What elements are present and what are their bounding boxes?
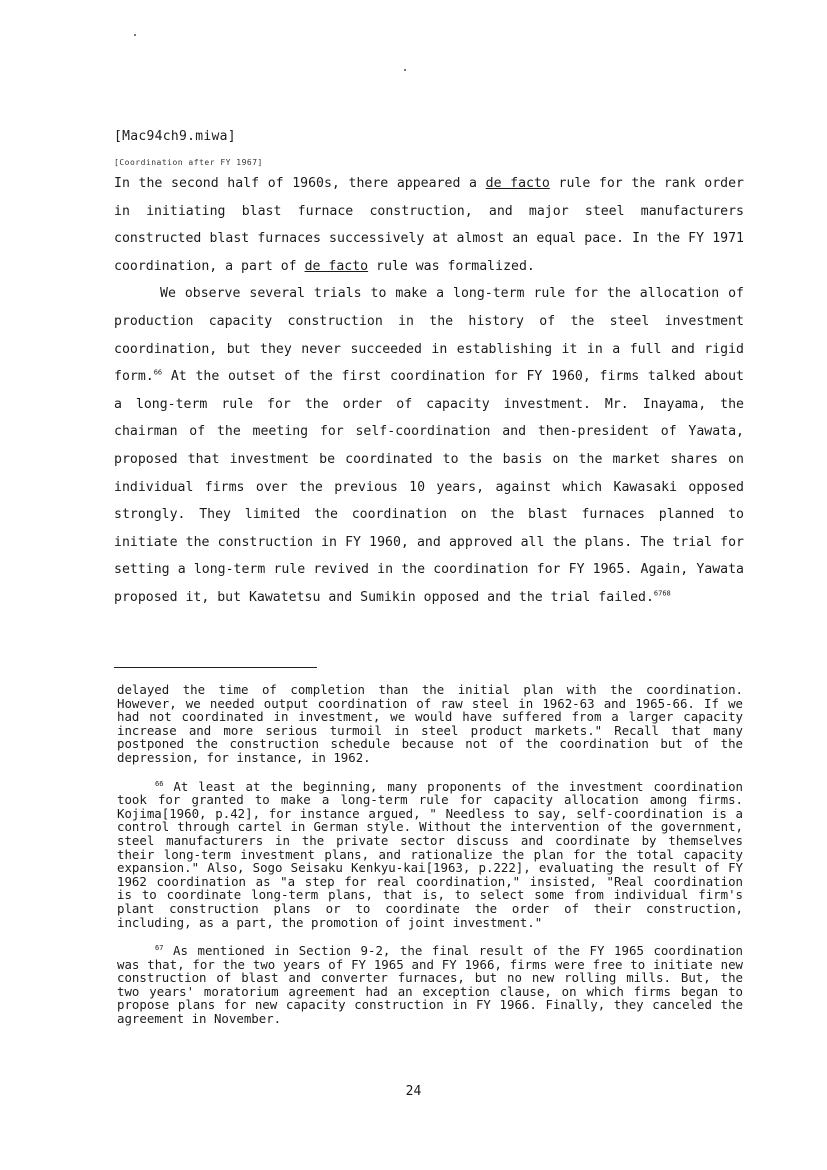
paragraph-1	[114, 170, 744, 280]
footnote-66	[117, 780, 743, 930]
footnote-marker: 67	[155, 943, 164, 952]
text-run: rule was formalized.	[368, 258, 535, 274]
footnote-continuation: delayed the time of completion than the initial plan with the coordination. However, we needed output coordination of raw steel in 1962-63 and 1965-66. If we had not coordinated in investment, we would have suffered from a larger capacity increase and more serious turmoil in steel product markets." Recall that many postponed the construction schedule because not of the coordination but of the depression, for instance, in 1962.	[117, 682, 743, 765]
emphasis-de-facto: de facto	[304, 258, 369, 274]
scan-speck	[134, 34, 136, 36]
scan-speck	[404, 69, 406, 71]
footnote-text: At least at the beginning, many proponents of the investment coordination took for granted to make a long-term rule for capacity allocation among firms. Kojima[1960, p.42], for instance argued, " Needless to say, self-coordination is a control through cartel in German style. Without the intervention of the government, steel manufacturers in the private sector discuss and coordinate by themselves their long-term investment plans, and rationalize the plan for the total capacity expansion." Also, Sogo Seisaku Kenkyu-kai[1963, p.222], evaluating the result of FY 1962 coordination as "a step for real coordination," insisted, "Real coordination is to coordinate long-term plans, that is, to select some from individual firm's plant construction plans or to coordinate the order of their construction, including, as a part, the promotion of joint investment."	[117, 778, 743, 930]
footnote-marker: 66	[155, 779, 164, 788]
file-identifier: [Mac94ch9.miwa]	[114, 129, 236, 144]
text-run: rule for the rank order in initiating blast furnace construction, and major steel manufacturers constructed blast furnaces successively at almost an equal pace. In the FY 1971 coordination, a part of	[114, 176, 744, 274]
main-body-text	[114, 170, 744, 612]
section-tag: [Coordination after FY 1967]	[114, 158, 263, 167]
emphasis-de-facto: de facto	[485, 176, 550, 191]
footnote-reference: 66	[153, 368, 163, 377]
footnotes	[117, 683, 743, 1041]
footnote-divider	[114, 667, 317, 668]
page-number: 24	[405, 1084, 422, 1099]
text-run: At the outset of the first coordination for FY 1960, firms talked about a long-term rule for the order of capacity investment. Mr. Inayama, the chairman of the meeting for self-coordination and then-president of Yawata, proposed that investment be coordinated to the basis on the market shares on individual firms over the previous 10 years, against which Kawasaki opposed strongly. They limited the coordination on the blast furnaces planned to initiate the construction in FY 1960, and approved all the plans. The trial for setting a long-term rule revived in the coordination for FY 1965. Again, Yawata proposed it, but Kawatetsu and Sumikin opposed and the trial failed.	[114, 369, 744, 605]
paragraph-2	[114, 280, 744, 611]
footnote-reference: 6768	[653, 589, 671, 598]
text-run: In the second half of 1960s, there appeared a	[114, 176, 486, 191]
footnote-text: As mentioned in Section 9-2, the final result of the FY 1965 coordination was that, for the two years of FY 1965 and FY 1966, firms were free to initiate new construction of blast and converter furnaces, but no new rolling mills. But, the two years' moratorium agreement had an exception clause, on which firms began to propose plans for new capacity construction in FY 1966. Finally, they canceled the agreement in November.	[117, 943, 743, 1027]
text-run: We observe several trials to make a long-term rule for the allocation of production capacity construction in the history of the steel investment coordination, but they never succeeded in establishing it in a full and rigid form.	[114, 286, 744, 385]
footnote-67	[117, 944, 743, 1026]
